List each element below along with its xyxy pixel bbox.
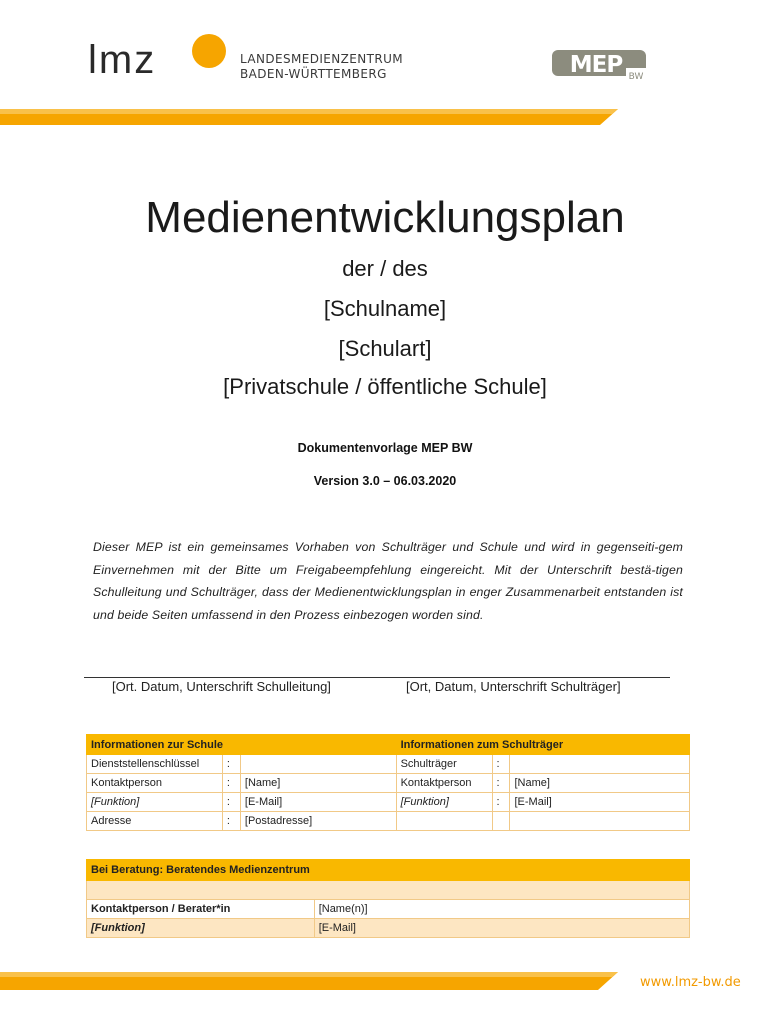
cell-separator: :	[222, 755, 240, 774]
table-row	[87, 793, 690, 812]
cell-value[interactable]	[510, 755, 690, 774]
lmz-dot-icon	[192, 34, 226, 68]
cell-label: Schulträger	[396, 755, 492, 774]
svg-text:MEP: MEP	[569, 52, 623, 78]
title-line-schulform: [Privatschule / öffentliche Schule]	[223, 374, 547, 399]
lmz-wordmark: lmz	[88, 38, 157, 82]
title-line-der-des: der / des	[342, 256, 428, 281]
cell-value[interactable]: [Name(n)]	[314, 900, 689, 919]
title-line-schulname: [Schulname]	[323, 296, 447, 321]
lmz-org-name: LANDESMEDIENZENTRUM BADEN-WÜRTTEMBERG	[240, 52, 404, 81]
header-carrier-info: Informationen zum Schulträger	[396, 735, 689, 755]
cell-value[interactable]: [E-Mail]	[240, 793, 396, 812]
cell-value[interactable]: [Name]	[240, 774, 396, 793]
info-table-header	[87, 735, 690, 755]
signature-school-carrier: [Ort, Datum, Unterschrift Schulträger]	[406, 679, 621, 694]
cell-value[interactable]	[510, 812, 690, 831]
mep-bw-logo	[552, 48, 646, 82]
cell-separator	[492, 812, 510, 831]
cell-value[interactable]: [E-Mail]	[510, 793, 690, 812]
table-row	[87, 900, 690, 919]
cell-separator: :	[492, 793, 510, 812]
cell-separator: :	[222, 812, 240, 831]
cell-separator: :	[492, 755, 510, 774]
signature-line	[84, 677, 670, 678]
cell-label	[396, 812, 492, 831]
cell-value[interactable]	[240, 755, 396, 774]
version-label: Version 3.0 – 06.03.2020	[313, 474, 457, 488]
cell-label: Kontaktperson / Berater*in	[87, 900, 315, 919]
title-line-schulart: [Schulart]	[338, 336, 432, 361]
header-school-info: Informationen zur Schule	[87, 735, 397, 755]
consulting-table-header	[87, 860, 690, 881]
document-title: Medienentwicklungsplan	[145, 193, 625, 242]
header-consulting: Bei Beratung: Beratendes Medienzentrum	[87, 860, 690, 881]
cell-label: Adresse	[87, 812, 223, 831]
table-row	[87, 755, 690, 774]
cell-separator: :	[222, 793, 240, 812]
table-row	[87, 919, 690, 938]
website-link[interactable]: www.lmz-bw.de	[640, 975, 741, 990]
cell-value[interactable]: [E-Mail]	[314, 919, 689, 938]
table-row	[87, 812, 690, 831]
cell-label: Kontaktperson	[87, 774, 223, 793]
intro-paragraph: Dieser MEP ist ein gemeinsames Vorhaben von Schulträger und Schule und wird in gegenseiti-gem Einvernehmen mit der Bitte um Freigabeempfehlung eingereicht. Mit der Unterschrift bestä-tigen Schulleitung und Schulträger, dass der Medienentwicklungsplan in enger Zusammenarbeit entstanden ist und beide Seiten umfassend in den Prozess einbezogen worden sind.	[93, 540, 683, 622]
table-row	[87, 774, 690, 793]
template-label: Dokumentenvorlage MEP BW	[297, 441, 473, 455]
signature-school-management: [Ort. Datum, Unterschrift Schulleitung]	[112, 679, 331, 694]
cell-label: [Funktion]	[87, 793, 223, 812]
spacer-cell	[87, 881, 690, 900]
cell-label: [Funktion]	[87, 919, 315, 938]
cell-label: Dienststellenschlüssel	[87, 755, 223, 774]
cell-value[interactable]: [Name]	[510, 774, 690, 793]
consulting-table	[86, 859, 690, 938]
cell-label: Kontaktperson	[396, 774, 492, 793]
cell-separator: :	[222, 774, 240, 793]
cell-separator: :	[492, 774, 510, 793]
table-row-spacer	[87, 881, 690, 900]
cell-value[interactable]: [Postadresse]	[240, 812, 396, 831]
info-table	[86, 734, 690, 831]
svg-text:BW: BW	[628, 72, 644, 82]
cell-label: [Funktion]	[396, 793, 492, 812]
header-accent-band	[0, 109, 770, 125]
